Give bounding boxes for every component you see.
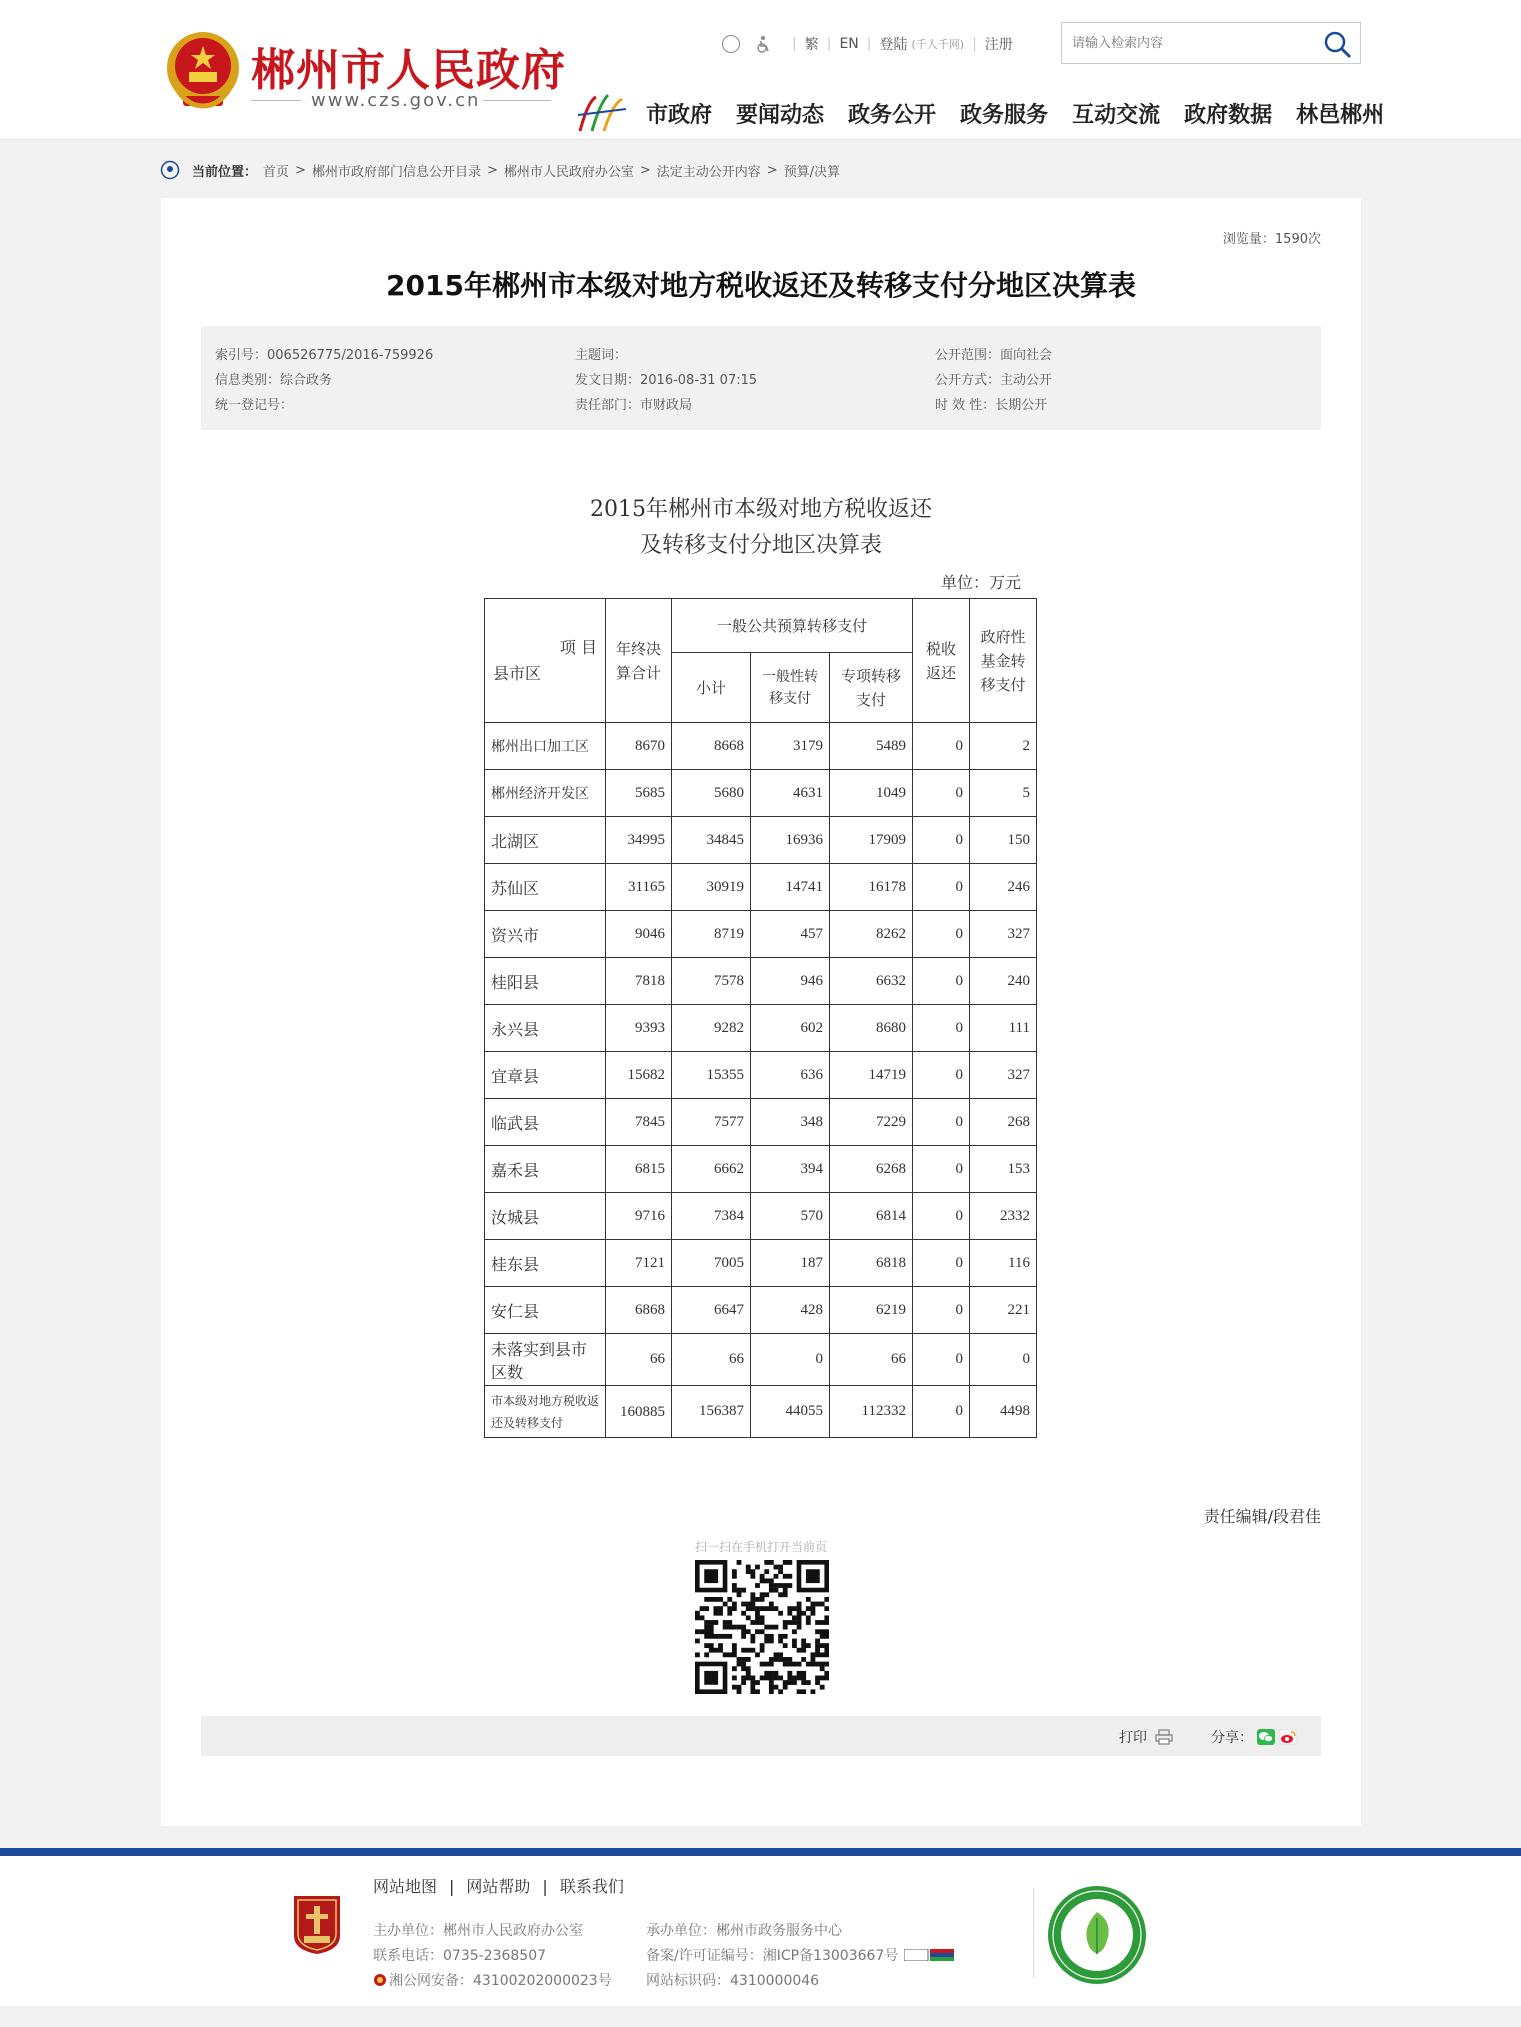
cell-total: 7845 bbox=[606, 1099, 672, 1146]
cell-total: 9716 bbox=[606, 1193, 672, 1240]
cell-fund: 327 bbox=[970, 911, 1037, 958]
register-link[interactable]: 注册 bbox=[984, 37, 1013, 53]
cell-special: 112332 bbox=[830, 1386, 913, 1438]
footer-link-contact[interactable]: 联系我们 bbox=[559, 1877, 624, 1896]
printer-icon bbox=[1155, 1729, 1173, 1745]
footer-links: 网站地图 | 网站帮助 | 联系我们 bbox=[373, 1877, 624, 1896]
cell-fund: 150 bbox=[970, 817, 1037, 864]
cell-total: 9046 bbox=[606, 911, 672, 958]
wechat-icon[interactable] bbox=[1257, 1729, 1275, 1745]
table-row-export-zone bbox=[485, 723, 1037, 770]
cell-tax: 0 bbox=[913, 958, 970, 1005]
cell-general: 187 bbox=[751, 1240, 830, 1287]
footer-sponsor: 主办单位：郴州市人民政府办公室 bbox=[373, 1923, 583, 1939]
cell-region: 资兴市 bbox=[485, 911, 606, 958]
cell-total: 15682 bbox=[606, 1052, 672, 1099]
login-note: (千人千网) bbox=[911, 38, 965, 51]
cell-general: 16936 bbox=[751, 817, 830, 864]
cell-subtotal: 6662 bbox=[672, 1146, 751, 1193]
search-box bbox=[1061, 22, 1361, 64]
civilized-website-seal-icon[interactable] bbox=[1046, 1884, 1148, 1986]
cell-general: 4631 bbox=[751, 770, 830, 817]
meta-date: 发文日期：2016-08-31 07:15 bbox=[575, 373, 758, 388]
cell-subtotal: 30919 bbox=[672, 864, 751, 911]
cell-tax: 0 bbox=[913, 1287, 970, 1334]
print-button[interactable] bbox=[1119, 1727, 1173, 1747]
cell-total: 66 bbox=[606, 1334, 672, 1386]
table-row-zixing bbox=[485, 911, 1037, 958]
cell-general: 0 bbox=[751, 1334, 830, 1386]
table-row-unallocated bbox=[485, 1334, 1037, 1386]
cell-special: 7229 bbox=[830, 1099, 913, 1146]
nav-item-gov-affairs[interactable]: 政务公开 bbox=[848, 102, 937, 128]
national-emblem-icon bbox=[163, 28, 243, 112]
table-row-yizhang bbox=[485, 1052, 1037, 1099]
cell-tax: 0 bbox=[913, 864, 970, 911]
site-name: 郴州市人民政府 bbox=[251, 45, 566, 96]
cell-general: 602 bbox=[751, 1005, 830, 1052]
table-row-rucheng bbox=[485, 1193, 1037, 1240]
cell-tax: 0 bbox=[913, 1052, 970, 1099]
cell-fund: 246 bbox=[970, 864, 1037, 911]
cell-tax: 0 bbox=[913, 817, 970, 864]
footer-police[interactable]: 湘公网安备：43100202000023号 bbox=[389, 1973, 612, 1989]
breadcrumb-budget[interactable]: 预算/决算 bbox=[783, 164, 841, 180]
cell-total: 34995 bbox=[606, 817, 672, 864]
article-panel bbox=[161, 198, 1361, 1826]
breadcrumb-catalog[interactable]: 郴州市政府部门信息公开目录 bbox=[311, 164, 481, 180]
english-link[interactable]: EN bbox=[839, 36, 859, 52]
cell-region: 宜章县 bbox=[485, 1052, 606, 1099]
cell-general: 44055 bbox=[751, 1386, 830, 1438]
footer-operator: 承办单位：郴州市政务服务中心 bbox=[646, 1923, 842, 1939]
cell-subtotal: 7005 bbox=[672, 1240, 751, 1287]
cell-region: 未落实到县市区数 bbox=[485, 1334, 606, 1386]
cell-total: 160885 bbox=[606, 1386, 672, 1438]
nav-item-news[interactable]: 要闻动态 bbox=[736, 102, 825, 128]
site-domain: www.czs.gov.cn bbox=[311, 90, 481, 111]
qr-tip: 扫一扫在手机打开当前页 bbox=[694, 1540, 827, 1554]
cell-general: 348 bbox=[751, 1099, 830, 1146]
cell-general: 636 bbox=[751, 1052, 830, 1099]
table-row-yongxing bbox=[485, 1005, 1037, 1052]
cell-region: 永兴县 bbox=[485, 1005, 606, 1052]
header-tax-return: 税收返还 bbox=[913, 599, 970, 723]
cell-tax: 0 bbox=[913, 911, 970, 958]
share-area bbox=[1211, 1727, 1297, 1747]
table-row-guiyang bbox=[485, 958, 1037, 1005]
meta-reg-no: 统一登记号： bbox=[215, 398, 294, 413]
cell-special: 66 bbox=[830, 1334, 913, 1386]
table-row-jiahe bbox=[485, 1146, 1037, 1193]
meta-dept: 责任部门：市财政局 bbox=[575, 398, 693, 413]
cell-tax: 0 bbox=[913, 1099, 970, 1146]
cell-subtotal: 7577 bbox=[672, 1099, 751, 1146]
site-footer bbox=[0, 1856, 1521, 2006]
nav-item-interaction[interactable]: 互动交流 bbox=[1072, 102, 1161, 128]
table-row-beihu bbox=[485, 817, 1037, 864]
footer-vertical-divider bbox=[1033, 1888, 1034, 1978]
breadcrumb-disclosure[interactable]: 法定主动公开内容 bbox=[656, 164, 761, 180]
cell-general: 14741 bbox=[751, 864, 830, 911]
cell-special: 14719 bbox=[830, 1052, 913, 1099]
responsible-editor: 责任编辑/段君佳 bbox=[1203, 1507, 1321, 1526]
table-body bbox=[485, 723, 1037, 1438]
header-total: 年终决算合计 bbox=[606, 599, 672, 723]
meta-method: 公开方式：主动公开 bbox=[935, 373, 1053, 388]
cell-total: 7818 bbox=[606, 958, 672, 1005]
cell-general: 457 bbox=[751, 911, 830, 958]
cell-region: 临武县 bbox=[485, 1099, 606, 1146]
nav-item-gov-data[interactable]: 政府数据 bbox=[1184, 102, 1273, 128]
weibo-icon[interactable] bbox=[1279, 1729, 1297, 1745]
meta-validity: 时 效 性：长期公开 bbox=[935, 398, 1048, 413]
traditional-chinese-link[interactable]: 繁 bbox=[804, 37, 819, 53]
breadcrumb-home[interactable]: 首页 bbox=[263, 164, 290, 180]
table-row-suxian bbox=[485, 864, 1037, 911]
table-row-linwu bbox=[485, 1099, 1037, 1146]
budget-table bbox=[484, 598, 1037, 1438]
cell-special: 6818 bbox=[830, 1240, 913, 1287]
cell-fund: 111 bbox=[970, 1005, 1037, 1052]
cell-tax: 0 bbox=[913, 723, 970, 770]
cell-tax: 0 bbox=[913, 1193, 970, 1240]
cell-fund: 153 bbox=[970, 1146, 1037, 1193]
header-region: 县市区 bbox=[493, 664, 542, 683]
table-row-city-total bbox=[485, 1386, 1037, 1438]
cell-region: 郴州经济开发区 bbox=[485, 770, 606, 817]
cell-general: 570 bbox=[751, 1193, 830, 1240]
cell-general: 428 bbox=[751, 1287, 830, 1334]
cell-special: 5489 bbox=[830, 723, 913, 770]
search-icon[interactable] bbox=[1322, 29, 1354, 59]
breadcrumb-label: 当前位置： bbox=[192, 164, 258, 180]
article-meta bbox=[201, 326, 1321, 430]
cell-subtotal: 7384 bbox=[672, 1193, 751, 1240]
police-badge-icon bbox=[373, 1973, 387, 1987]
cell-region: 北湖区 bbox=[485, 817, 606, 864]
footer-icp[interactable]: 备案/许可证编号：湘ICP备13003667号 bbox=[646, 1948, 899, 1964]
cell-tax: 0 bbox=[913, 1334, 970, 1386]
cnzz-icon[interactable] bbox=[904, 1949, 954, 1961]
cell-region: 汝城县 bbox=[485, 1193, 606, 1240]
cell-special: 8262 bbox=[830, 911, 913, 958]
cell-subtotal: 6647 bbox=[672, 1287, 751, 1334]
cell-fund: 0 bbox=[970, 1334, 1037, 1386]
cell-general: 3179 bbox=[751, 723, 830, 770]
footer-icp-row bbox=[646, 1945, 954, 1965]
doc-title-line1: 2015年郴州市本级对地方税收返还 bbox=[590, 497, 932, 522]
cell-fund: 221 bbox=[970, 1287, 1037, 1334]
cell-fund: 4498 bbox=[970, 1386, 1037, 1438]
cell-general: 394 bbox=[751, 1146, 830, 1193]
footer-divider bbox=[0, 1848, 1521, 1856]
cell-tax: 0 bbox=[913, 770, 970, 817]
table-row-anren bbox=[485, 1287, 1037, 1334]
cell-fund: 327 bbox=[970, 1052, 1037, 1099]
cell-subtotal: 15355 bbox=[672, 1052, 751, 1099]
footer-site-id: 网站标识码：4310000046 bbox=[646, 1973, 820, 1989]
cell-region: 安仁县 bbox=[485, 1287, 606, 1334]
accessibility-icon[interactable] bbox=[722, 35, 740, 53]
cell-subtotal: 7578 bbox=[672, 958, 751, 1005]
cell-fund: 116 bbox=[970, 1240, 1037, 1287]
nav-item-services[interactable]: 政务服务 bbox=[960, 102, 1049, 128]
cell-region: 市本级对地方税收返还及转移支付 bbox=[485, 1386, 606, 1438]
footer-police-row bbox=[373, 1970, 612, 1990]
cell-subtotal: 34845 bbox=[672, 817, 751, 864]
cell-special: 16178 bbox=[830, 864, 913, 911]
cell-tax: 0 bbox=[913, 1005, 970, 1052]
site-logo[interactable] bbox=[163, 26, 566, 116]
header-fund-transfer: 政府性基金转移支付 bbox=[970, 599, 1037, 723]
cell-special: 17909 bbox=[830, 817, 913, 864]
article-title: 2015年郴州市本级对地方税收返还及转移支付分地区决算表 bbox=[386, 269, 1136, 302]
cell-subtotal: 66 bbox=[672, 1334, 751, 1386]
table-corner-header bbox=[485, 599, 606, 723]
cell-fund: 240 bbox=[970, 958, 1037, 1005]
article-toolbar bbox=[201, 1716, 1321, 1756]
footer-phone: 联系电话：0735-2368507 bbox=[373, 1948, 547, 1964]
cell-subtotal: 156387 bbox=[672, 1386, 751, 1438]
cell-fund: 2 bbox=[970, 723, 1037, 770]
location-pin-icon bbox=[160, 160, 180, 180]
cell-total: 7121 bbox=[606, 1240, 672, 1287]
cell-special: 1049 bbox=[830, 770, 913, 817]
header-special-transfer: 专项转移支付 bbox=[830, 653, 913, 723]
meta-category: 信息类别：综合政务 bbox=[215, 373, 333, 388]
cell-region: 苏仙区 bbox=[485, 864, 606, 911]
header-general-transfer: 一般性转移支付 bbox=[751, 653, 830, 723]
cell-tax: 0 bbox=[913, 1240, 970, 1287]
header-subtotal: 小计 bbox=[672, 653, 751, 723]
cell-total: 31165 bbox=[606, 864, 672, 911]
footer-link-sitemap[interactable]: 网站地图 bbox=[373, 1877, 438, 1896]
print-label: 打印 bbox=[1119, 1730, 1147, 1746]
cell-special: 6268 bbox=[830, 1146, 913, 1193]
cell-subtotal: 8719 bbox=[672, 911, 751, 958]
main-nav bbox=[574, 88, 1384, 138]
header-item: 项 目 bbox=[559, 638, 597, 657]
city-logo-icon bbox=[574, 91, 630, 135]
meta-keywords: 主题词： bbox=[575, 348, 628, 363]
cell-subtotal: 5680 bbox=[672, 770, 751, 817]
cell-special: 6814 bbox=[830, 1193, 913, 1240]
share-label: 分享： bbox=[1211, 1730, 1253, 1746]
table-row-econ-dev-zone bbox=[485, 770, 1037, 817]
footer-link-help[interactable]: 网站帮助 bbox=[466, 1877, 531, 1896]
cell-general: 946 bbox=[751, 958, 830, 1005]
header-general-group: 一般公共预算转移支付 bbox=[672, 599, 913, 653]
breadcrumb-office[interactable]: 郴州市人民政府办公室 bbox=[503, 164, 634, 180]
cell-fund: 2332 bbox=[970, 1193, 1037, 1240]
cell-special: 6219 bbox=[830, 1287, 913, 1334]
table-row-guidong bbox=[485, 1240, 1037, 1287]
breadcrumb: 当前位置： 首页 > 郴州市政府部门信息公开目录 > 郴州市人民政府办公室 > 法定主动公开内容 > 预算/决算 bbox=[160, 158, 840, 182]
meta-index-no: 索引号：006526775/2016-759926 bbox=[215, 348, 434, 363]
view-count: 浏览量：1590次 bbox=[1222, 232, 1321, 247]
site-domain-row bbox=[251, 88, 551, 112]
nav-item-linyi-chenzhou[interactable]: 林邑郴州 bbox=[1296, 102, 1385, 128]
site-header bbox=[0, 0, 1521, 140]
cell-special: 6632 bbox=[830, 958, 913, 1005]
wheelchair-icon[interactable] bbox=[754, 35, 772, 53]
cell-total: 8670 bbox=[606, 723, 672, 770]
cell-region: 嘉禾县 bbox=[485, 1146, 606, 1193]
cell-region: 桂阳县 bbox=[485, 958, 606, 1005]
cell-tax: 0 bbox=[913, 1386, 970, 1438]
login-link[interactable]: 登陆 bbox=[879, 37, 908, 53]
cell-total: 6868 bbox=[606, 1287, 672, 1334]
meta-scope: 公开范围：面向社会 bbox=[935, 348, 1053, 363]
unit-label: 单位：万元 bbox=[941, 573, 1022, 592]
cell-region: 郴州出口加工区 bbox=[485, 723, 606, 770]
cell-subtotal: 9282 bbox=[672, 1005, 751, 1052]
nav-item-city-gov[interactable]: 市政府 bbox=[646, 102, 713, 128]
cell-fund: 5 bbox=[970, 770, 1037, 817]
cell-tax: 0 bbox=[913, 1146, 970, 1193]
cell-region: 桂东县 bbox=[485, 1240, 606, 1287]
search-input[interactable] bbox=[1072, 32, 1302, 54]
cell-total: 5685 bbox=[606, 770, 672, 817]
qr-code bbox=[695, 1560, 829, 1694]
cell-subtotal: 8668 bbox=[672, 723, 751, 770]
cell-fund: 268 bbox=[970, 1099, 1037, 1146]
cell-special: 8680 bbox=[830, 1005, 913, 1052]
cell-total: 6815 bbox=[606, 1146, 672, 1193]
doc-title-line2: 及转移支付分地区决算表 bbox=[639, 533, 882, 558]
gov-agency-badge-icon[interactable] bbox=[290, 1892, 344, 1956]
cell-total: 9393 bbox=[606, 1005, 672, 1052]
top-links: | 繁 | EN | 登陆 (千人千网) | 注册 bbox=[722, 32, 1013, 56]
